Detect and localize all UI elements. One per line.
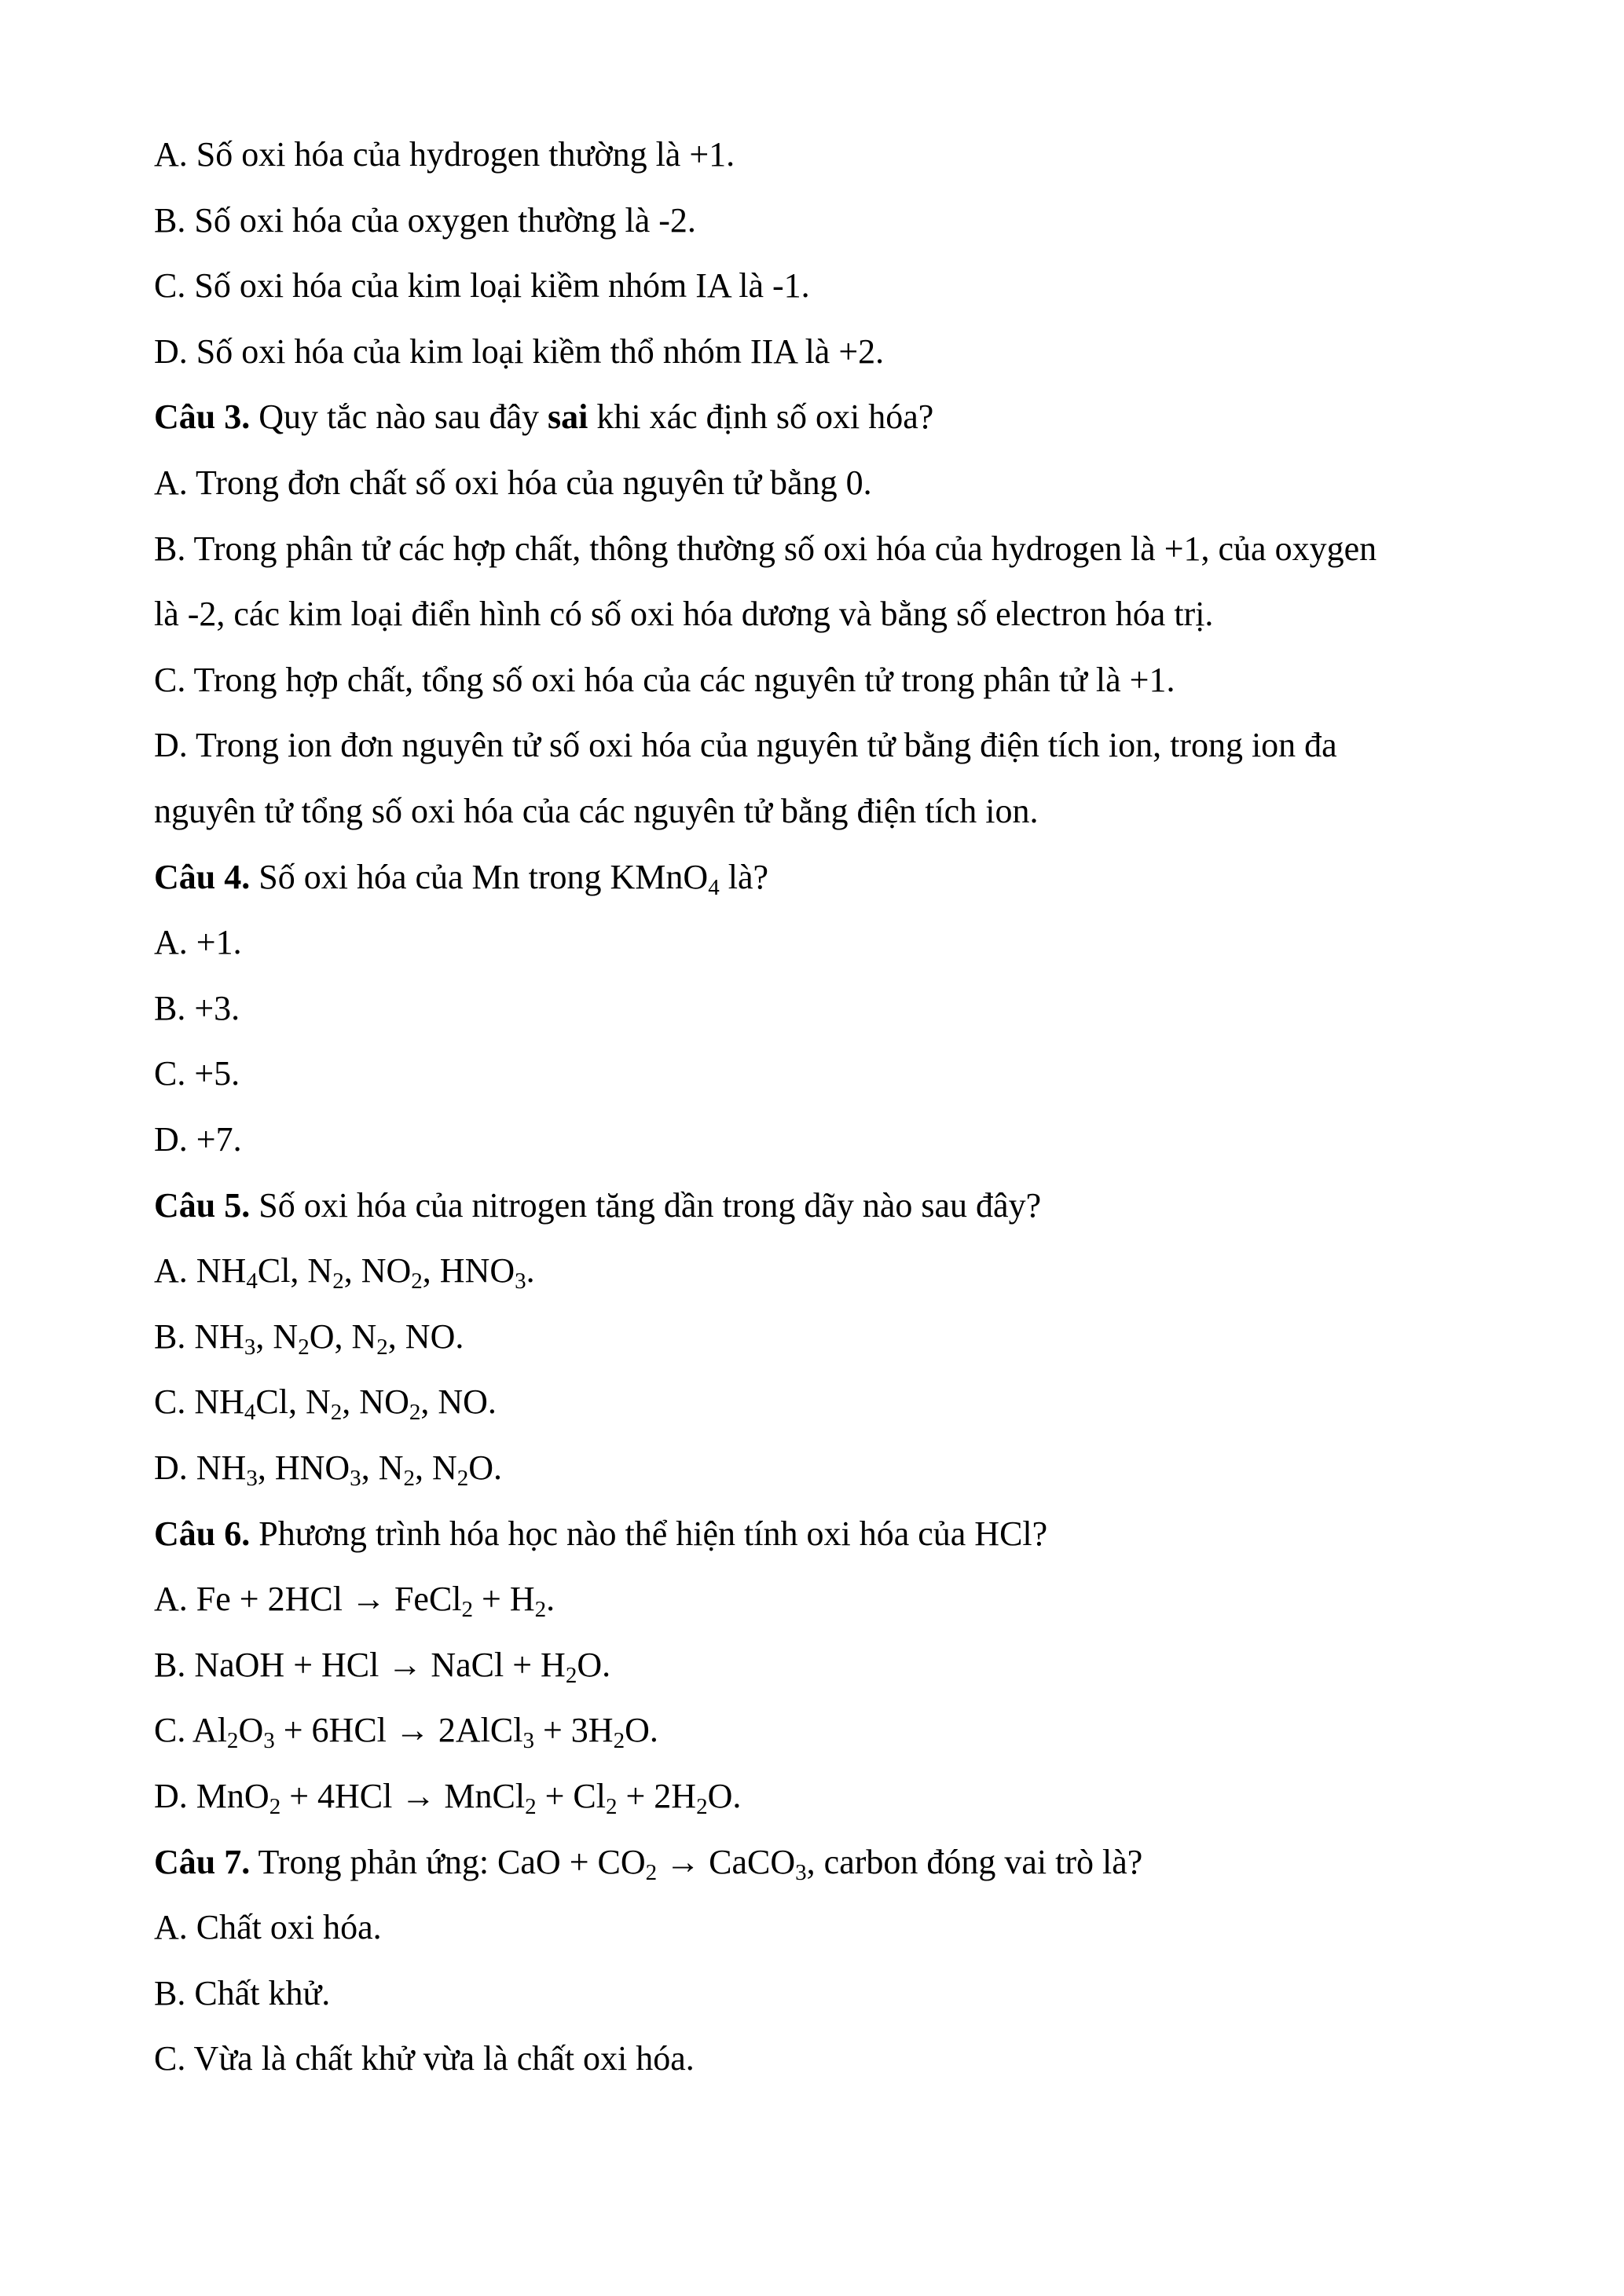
answer-line [154,2035,695,2082]
text-segment: C. Al [154,1711,227,1750]
subscript: 2 [534,1597,547,1623]
text-segment: là? [719,857,769,896]
subscript: 2 [565,1662,577,1688]
subscript: 2 [226,1728,239,1754]
answer-line [154,1707,658,1754]
answer-line [154,1116,242,1163]
answer-line [154,722,1337,769]
text-segment: + H [473,1580,535,1619]
answer-line [154,919,242,966]
subscript: 2 [456,1466,469,1492]
question-label: Câu 4. [154,857,251,896]
answer-line [154,1904,382,1951]
subscript: 2 [461,1597,474,1623]
text-segment: , N [361,1448,404,1487]
subscript: 2 [330,1400,343,1426]
subscript: 4 [708,874,720,900]
answer-line [154,1445,502,1492]
subscript: 2 [409,1400,421,1426]
answer-line [154,591,1213,638]
subscript: 3 [350,1466,361,1492]
line-text: B. Số oxi hóa của oxygen thường là -2. [154,200,696,240]
question-label: Câu 5. [154,1185,251,1225]
bold-text: sai [548,397,588,437]
text-segment: , HNO [257,1448,350,1487]
answer-line [154,262,810,309]
line-text: là -2, các kim loại điển hình có số oxi hóa dương và bằng số electron hóa trị. [154,595,1214,634]
text-segment: , N [414,1448,457,1487]
text-segment: B. NH [154,1316,244,1356]
text-segment: , NO. [387,1316,464,1356]
line-text: A. Chất oxi hóa. [154,1908,382,1947]
text-segment: D. MnO [154,1777,269,1815]
question-line [154,1839,1142,1886]
answer-line [154,1050,240,1097]
question-line [154,1511,1047,1558]
answer-line [154,1379,497,1426]
subscript: 2 [403,1466,415,1492]
line-text: C. Số oxi hóa của kim loại kiềm nhóm IA là -1. [154,266,810,306]
answer-line [154,131,735,178]
text-segment: Trong phản ứng: CaO + CO [250,1842,646,1881]
line-text: A. Trong đơn chất số oxi hóa của nguyên tử bằng 0. [154,463,872,502]
subscript: 4 [244,1400,256,1426]
text-segment: + 4HCl → MnCl [280,1777,526,1815]
text-segment: Số oxi hóa của Mn trong KMnO [250,857,709,896]
subscript: 2 [411,1269,423,1294]
text-segment: D. NH [154,1448,247,1487]
line-text: C. Trong hợp chất, tổng số oxi hóa của các nguyên tử trong phân tử là +1. [154,660,1175,699]
question-line [154,854,768,901]
text-segment: Phương trình hóa học nào thể hiện tính oxi hóa của HCl? [250,1514,1048,1553]
subscript: 2 [525,1794,537,1820]
answer-line [154,985,240,1032]
text-segment: khi xác định số oxi hóa? [588,397,934,437]
answer-line [154,1642,610,1689]
answer-line [154,525,1377,573]
line-text: A. +1. [154,923,242,962]
answer-line [154,1970,330,2017]
text-segment: + Cl [536,1777,606,1815]
text-segment: O. [577,1645,611,1684]
text-segment: . [546,1580,555,1619]
subscript: 2 [645,1859,658,1885]
line-text: B. +3. [154,988,240,1027]
text-segment: . [526,1251,535,1291]
answer-line [154,1773,741,1820]
line-text: D. +7. [154,1120,242,1159]
subscript: 3 [522,1728,534,1754]
text-segment: O, N [309,1316,377,1356]
question-line [154,1182,1041,1229]
answer-line [154,328,884,375]
question-line [154,394,933,441]
text-segment: A. Fe + 2HCl → FeCl [154,1580,462,1619]
subscript: 3 [795,1859,807,1885]
subscript: 3 [515,1269,526,1294]
text-segment: + 6HCl → 2AlCl [274,1711,523,1750]
line-text: D. Số oxi hóa của kim loại kiềm thổ nhóm IIA là +2. [154,331,885,371]
answer-line [154,460,872,507]
text-segment: O. [468,1448,503,1487]
text-segment: + 3H [533,1711,614,1750]
text-segment: B. NaOH + HCl → NaCl + H [154,1645,566,1684]
subscript: 2 [298,1334,310,1360]
text-segment: C. NH [154,1382,244,1422]
answer-line [154,197,696,244]
text-segment: , NO. [420,1382,497,1422]
subscript: 2 [332,1269,344,1294]
question-label: Câu 3. [154,397,251,437]
answer-line [154,1576,555,1623]
answer-line [154,657,1175,704]
subscript: 2 [696,1794,708,1820]
line-text: B. Trong phân tử các hợp chất, thông thường số oxi hóa của hydrogen là +1, của oxygen [154,529,1377,568]
text-segment: O. [625,1711,658,1750]
subscript: 3 [263,1728,275,1754]
subscript: 2 [613,1728,625,1754]
text-segment: Quy tắc nào sau đây [250,397,548,437]
text-segment: , N [255,1316,299,1356]
subscript: 3 [246,1466,258,1492]
subscript: 2 [269,1794,281,1820]
line-text: A. Số oxi hóa của hydrogen thường là +1. [154,135,735,174]
subscript: 4 [246,1269,258,1294]
answer-line [154,1247,535,1294]
question-label: Câu 7. [154,1842,251,1881]
text-segment: → CaCO [657,1842,796,1881]
text-segment: , NO [342,1382,409,1422]
text-segment: , carbon đóng vai trò là? [806,1842,1143,1881]
subscript: 3 [244,1334,256,1360]
text-segment: O [238,1711,264,1750]
text-segment: + 2H [617,1777,697,1815]
subscript: 2 [605,1794,618,1820]
text-segment: , NO [343,1251,412,1291]
line-text: D. Trong ion đơn nguyên tử số oxi hóa của nguyên tử bằng điện tích ion, trong ion đa [154,726,1337,765]
text-segment: O. [707,1777,742,1815]
answer-line [154,788,1038,835]
question-label: Câu 6. [154,1514,251,1553]
subscript: 2 [376,1334,388,1360]
text-segment: Số oxi hóa của nitrogen tăng dần trong dãy nào sau đây? [250,1185,1042,1225]
text-segment: , HNO [422,1251,515,1291]
text-segment: Cl, N [257,1251,333,1291]
line-text: B. Chất khử. [154,1973,331,2012]
text-segment: Cl, N [255,1382,331,1422]
text-segment: A. NH [154,1251,247,1291]
line-text: nguyên tử tổng số oxi hóa của các nguyên tử bằng điện tích ion. [154,792,1039,830]
line-text: C. +5. [154,1054,240,1093]
answer-line [154,1313,464,1360]
line-text: C. Vừa là chất khử vừa là chất oxi hóa. [154,2039,695,2078]
